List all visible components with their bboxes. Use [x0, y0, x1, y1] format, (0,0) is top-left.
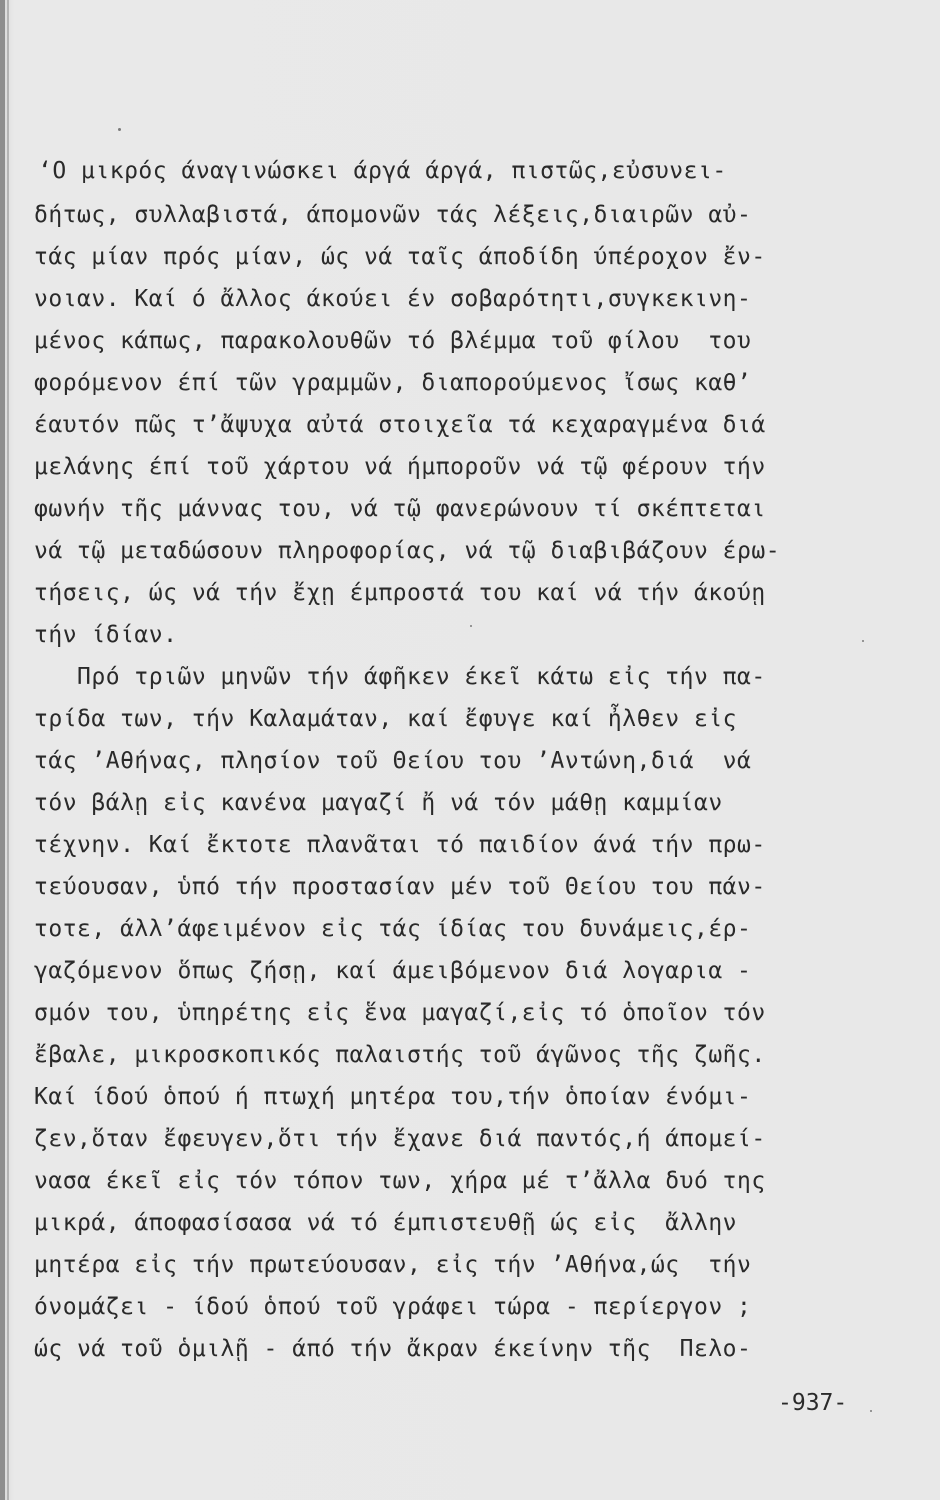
text-line: τάς μίαν πρός μίαν, ώς νά ταῖς άποδίδη ύπέροχον ἔν- [34, 244, 766, 270]
text-line: τοτε, άλλ’άφειμένον εἰς τάς ίδίας του δυνάμεις,έρ- [34, 916, 752, 942]
text-line: ώς νά τοῦ ὁμιλῇ - άπό τήν ἄκραν έκείνην τῆς Πελο- [34, 1336, 752, 1362]
text-line: νασα έκεῖ εἰς τόν τόπον των, χήρα μέ τ’ἄλλα δυό της [34, 1168, 766, 1194]
text-line: έαυτόν πῶς τ’ἄψυχα αὐτά στοιχεῖα τά κεχαραγμένα διά [34, 412, 766, 438]
text-line: ‘Ο μικρός άναγινώσκει άργά άργά, πιστῶς,εὐσυνει- [38, 158, 727, 184]
text-line: τόν βάλῃ εἰς κανένα μαγαζί ἤ νά τόν μάθῃ καμμίαν [34, 790, 723, 816]
text-line: τάς ’Αθήνας, πλησίον τοῦ Θείου του ’Αντώνη,διά νά [34, 748, 752, 774]
text-line: τήσεις, ώς νά τήν ἔχῃ έμπροστά του καί νά τήν άκούῃ [34, 580, 766, 606]
text-line: όνομάζει - ίδού ὁπού τοῦ γράφει τώρα - περίεργον ; [34, 1294, 752, 1320]
text-line: φωνήν τῆς μάννας του, νά τῷ φανερώνουν τί σκέπτεται [34, 496, 766, 522]
text-line: δήτως, συλλαβιστά, άπομονῶν τάς λέξεις,διαιρῶν αὐ- [34, 202, 752, 228]
text-line: ἔβαλε, μικροσκοπικός παλαιστής τοῦ άγῶνος τῆς ζωῆς. [34, 1042, 766, 1068]
text-line: γαζόμενον ὅπως ζήσῃ, καί άμειβόμενον διά λογαρια - [34, 958, 752, 984]
text-line: νοιαν. Καί ό ἄλλος άκούει έν σοβαρότητι,συγκεκινη- [34, 286, 752, 312]
text-line: νά τῷ μεταδώσουν πληροφορίας, νά τῷ διαβιβάζουν έρω- [34, 538, 781, 564]
text-line: μελάνης έπί τοῦ χάρτου νά ήμποροῦν νά τῷ φέρουν τήν [34, 454, 766, 480]
text-line: τέχνην. Καί ἔκτοτε πλανᾶται τό παιδίον άνά τήν πρω- [34, 832, 766, 858]
text-line: ζεν,ὅταν ἔφευγεν,ὅτι τήν ἔχανε διά παντός,ή άπομεί- [34, 1126, 766, 1152]
text-line: μητέρα εἰς τήν πρωτεύουσαν, εἰς τήν ’Αθήνα,ώς τήν [34, 1252, 752, 1278]
text-line: μικρά, άποφασίσασα νά τό έμπιστευθῇ ώς εἰς ἄλλην [34, 1210, 738, 1236]
text-line: μένος κάπως, παρακολουθῶν τό βλέμμα τοῦ φίλου του [34, 328, 752, 354]
text-line: σμόν του, ὑπηρέτης εἰς ἕνα μαγαζί,εἰς τό ὁποῖον τόν [34, 1000, 766, 1026]
text-line: τήν ίδίαν. [34, 622, 178, 648]
text-line: τεύουσαν, ὑπό τήν προστασίαν μέν τοῦ Θείου του πάν- [34, 874, 766, 900]
text-line: φορόμενον έπί τῶν γραμμῶν, διαπορούμενος ἴσως καθ’ [34, 370, 752, 396]
page-number: -937- [778, 1390, 848, 1416]
text-line: Πρό τριῶν μηνῶν τήν άφῆκεν έκεῖ κάτω εἰς τήν πα- [34, 664, 766, 690]
text-line: τρίδα των, τήν Καλαμάταν, καί ἔφυγε καί ἦλθεν εἰς [34, 706, 738, 732]
text-line: Καί ίδού ὁπού ή πτωχή μητέρα του,τήν ὁποίαν ένόμι- [34, 1084, 752, 1110]
